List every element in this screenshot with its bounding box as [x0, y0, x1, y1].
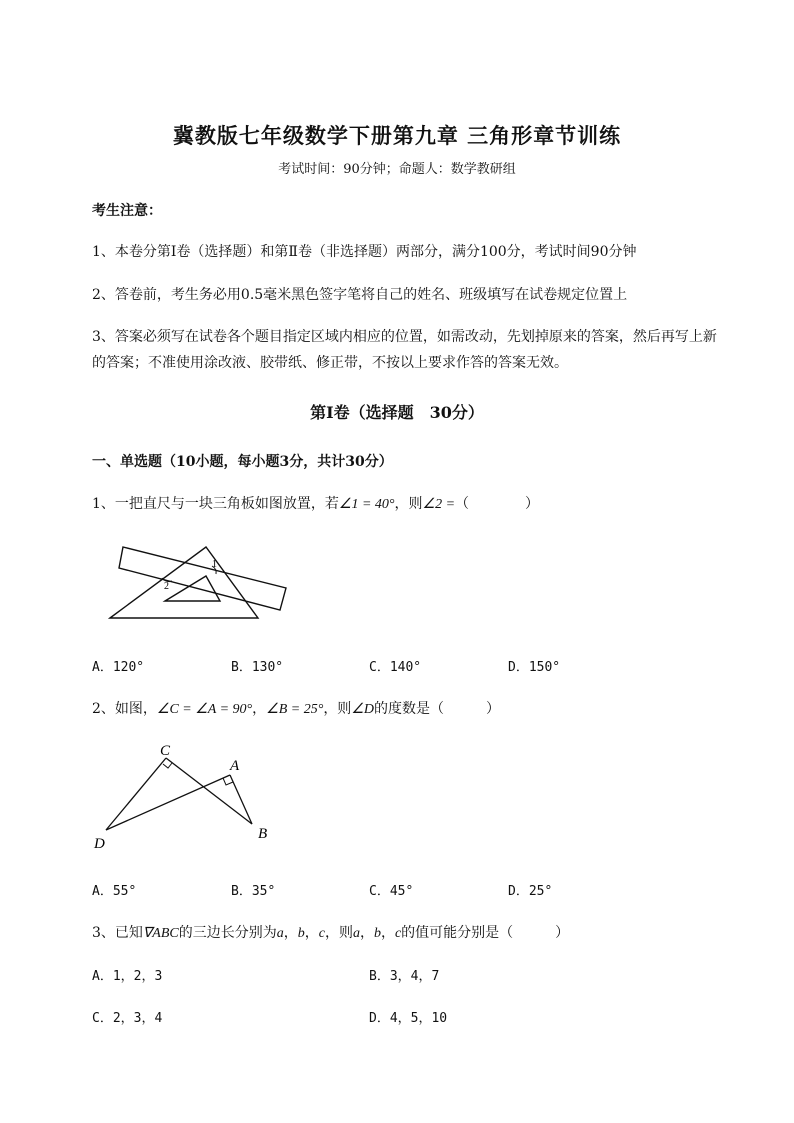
q1-label-2: 2 — [164, 581, 169, 592]
q3-math-c2: c — [394, 926, 402, 941]
q1-option-a[interactable]: A．120° — [92, 660, 145, 675]
q1-stem-prefix: 1、一把直尺与一块三角板如图放置，若 — [92, 496, 339, 512]
q3-math-triangle: ∇ABC — [142, 926, 179, 941]
notice-item-3: 3、答案必须写在试卷各个题目指定区域内相应的位置，如需改动，先划掉原来的答案，然后再写上新 — [92, 329, 717, 345]
q2-line-ab — [230, 775, 252, 824]
q3-math-a2: a — [352, 926, 360, 941]
q1-option-b[interactable]: B．130° — [231, 660, 284, 675]
page-title: 冀教版七年级数学下册第九章 三角形章节训练 — [172, 123, 622, 148]
q2-option-c[interactable]: C．45° — [369, 884, 414, 899]
notice-item-1: 1、本卷分第I卷（选择题）和第Ⅱ卷（非选择题）两部分，满分100分，考试时间90分钟 — [92, 244, 637, 260]
q3-stem-mid2: ，则 — [324, 925, 353, 941]
q2-option-d[interactable]: D．25° — [508, 884, 553, 899]
q1-big-triangle — [110, 547, 258, 618]
q3-stem-prefix: 3、已知 — [92, 925, 143, 941]
q3-sep-4: ， — [380, 925, 395, 941]
q2-stem-mid2: ，则 — [323, 701, 352, 717]
q2-stem-suffix: 的度数是（ ） — [373, 701, 500, 717]
notice-item-3-cont: 的答案；不准使用涂改液、胶带纸、修正带，不按以上要求作答的答案无效。 — [92, 355, 568, 371]
exam-info: 考试时间：90分钟；命题人：数学教研组 — [278, 162, 516, 177]
q3-option-b[interactable]: B．3，4，7 — [369, 969, 440, 984]
q2-line-dc — [106, 758, 166, 830]
q2-figure-triangles — [90, 740, 290, 855]
section-title: 第I卷（选择题 30分） — [310, 403, 484, 422]
q3-option-d[interactable]: D．4，5，10 — [369, 1011, 448, 1026]
q1-stem-suffix: （ ） — [455, 496, 540, 512]
q2-math-right-angles: ∠C = ∠A = 90° — [156, 702, 253, 717]
part-heading: 一、单选题（10小题，每小题3分，共计30分） — [92, 454, 393, 470]
q3-math-b: b — [297, 926, 305, 941]
q1-math-angle1: ∠1 = 40° — [338, 497, 395, 512]
q1-option-c[interactable]: C．140° — [369, 660, 422, 675]
q3-sep-1: ， — [283, 925, 298, 941]
q3-option-c[interactable]: C．2，3，4 — [92, 1011, 163, 1026]
q1-math-angle2: ∠2 = — [422, 497, 456, 512]
q2-option-b[interactable]: B．35° — [231, 884, 276, 899]
q3-sep-2: ， — [304, 925, 319, 941]
q2-stem-prefix: 2、如图， — [92, 701, 157, 717]
question-2-stem — [92, 698, 500, 718]
q3-sep-3: ， — [359, 925, 374, 941]
q2-label-c: C — [160, 743, 171, 759]
q2-label-a: A — [230, 758, 240, 774]
q1-label-1: 1 — [212, 559, 217, 570]
q1-figure-ruler-triangle — [100, 536, 300, 626]
q3-stem-suffix: 的值可能分别是（ ） — [401, 925, 570, 941]
q1-stem-mid: ，则 — [394, 496, 423, 512]
q2-label-b: B — [258, 826, 268, 842]
q3-math-b2: b — [373, 926, 381, 941]
notice-heading: 考生注意： — [92, 203, 162, 219]
q3-math-c: c — [318, 926, 325, 941]
question-1-stem — [92, 493, 539, 513]
q3-option-a[interactable]: A．1，2，3 — [92, 969, 163, 984]
q1-inner-triangle — [165, 576, 220, 601]
q3-stem-mid: 的三边长分别为 — [178, 925, 277, 941]
q2-math-angle-b: ∠B = 25° — [266, 702, 324, 717]
notice-item-2: 2、答卷前，考生务必用0.5毫米黑色签字笔将自己的姓名、班级填写在试卷规定位置上 — [92, 287, 628, 303]
q2-label-d: D — [94, 836, 105, 852]
q2-stem-mid: ， — [252, 701, 267, 717]
q2-option-a[interactable]: A．55° — [92, 884, 137, 899]
q2-right-angle-c — [163, 763, 172, 768]
q2-line-da — [106, 775, 230, 830]
q1-option-d[interactable]: D．150° — [508, 660, 561, 675]
q2-math-angle-d: ∠D — [351, 702, 374, 717]
question-3-stem — [92, 922, 569, 942]
q3-math-a: a — [276, 926, 284, 941]
